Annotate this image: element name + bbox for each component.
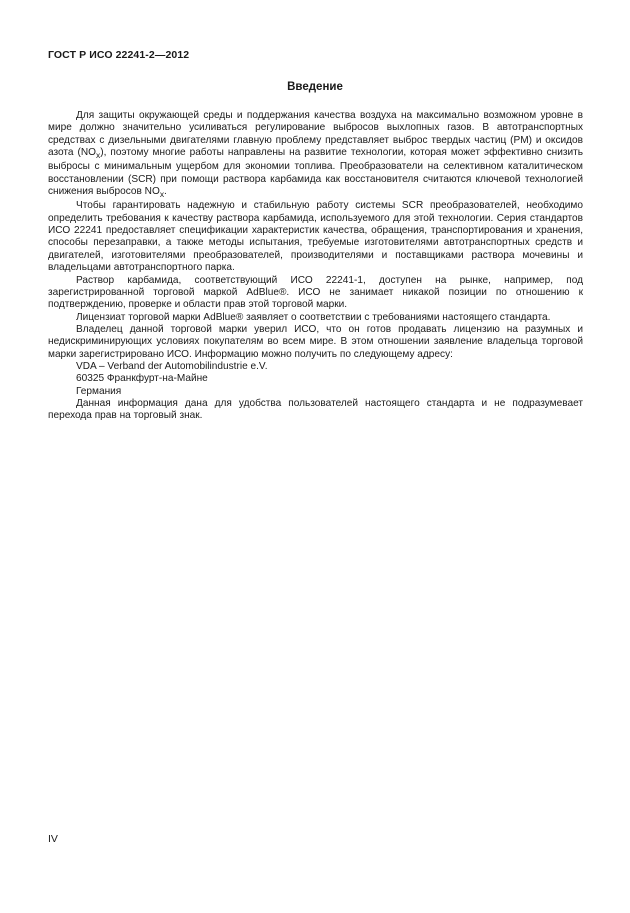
paragraph-1-text-c: . [164,186,167,198]
paragraph-1-text-a: Для защиты окружающей среды и поддержания качества воздуха на максимально возможном уровне в мире должно значительно усиливаться регулирование выбросов выхлопных газов. В автотранспортных средствах с дизельными двигателями главную проблему представляет выброс твердых частиц (PM) и оксидов азота (NO [48,110,583,159]
paragraph-1 [48,110,583,200]
document-code: ГОСТ Р ИСО 22241-2—2012 [48,49,190,61]
paragraph-6: Данная информация дана для удобства пользователей настоящего стандарта и не подразумевает перехода прав на торговый знак. [48,397,583,422]
paragraph-2: Чтобы гарантировать надежную и стабильную работу системы SCR преобразователей, необходимо определить требования к качеству раствора карбамида, используемого для этой технологии. Серия стандартов ИСО 22241 предоставляет спецификации характеристик качества, обращения, транспортирования и хранения, способы перезаправки, а также методы испытания, требуемые изготовителями автотранспортных средств и двигателей, изготовителями преобразователей, производителями и поставщиками раствора мочевины и владельцами автотранспортного парка. [48,200,583,274]
document-body [48,110,583,423]
paragraph-5: Владелец данной торговой марки уверил ИСО, что он готов продавать лицензию на разумных и недискриминирующих условиях покупателям во всем мире. В этом отношении заявление владельца торговой марки зарегистрировано ИСО. Информацию можно получить по следующему адресу: [48,323,583,360]
paragraph-4: Лицензиат торговой марки AdBlue® заявляет о соответствии с требованиями настоящего стандарта. [76,311,551,323]
nox-subscript: x [96,150,101,161]
nox-subscript: x [159,189,165,200]
address-line-organization: VDA – Verband der Automobilindustrie e.V. [76,360,268,372]
address-line-country: Германия [76,385,122,397]
paragraph-3: Раствор карбамида, соответствующий ИСО 22241-1, доступен на рынке, например, под зарегистрированной торговой маркой AdBlue®. ИСО не занимает никакой позиции по отношению к подтверждению, проверке и области прав этой торговой марки. [48,274,583,311]
paragraph-1-text-b: ), поэтому многие работы направлены на развитие технологии, которая может эффективно снизить выбросы с минимальным ущербом для экономии топлива. Преобразователи на селективном каталитическом восстановлении (SCR) при помощи раствора карбамида как восстановителя считаются ключевой технологией снижения выбросов NO [48,147,584,198]
page-number: IV [48,833,58,845]
section-title: Введение [287,81,343,93]
address-line-city: 60325 Франкфурт-на-Майне [76,373,208,385]
